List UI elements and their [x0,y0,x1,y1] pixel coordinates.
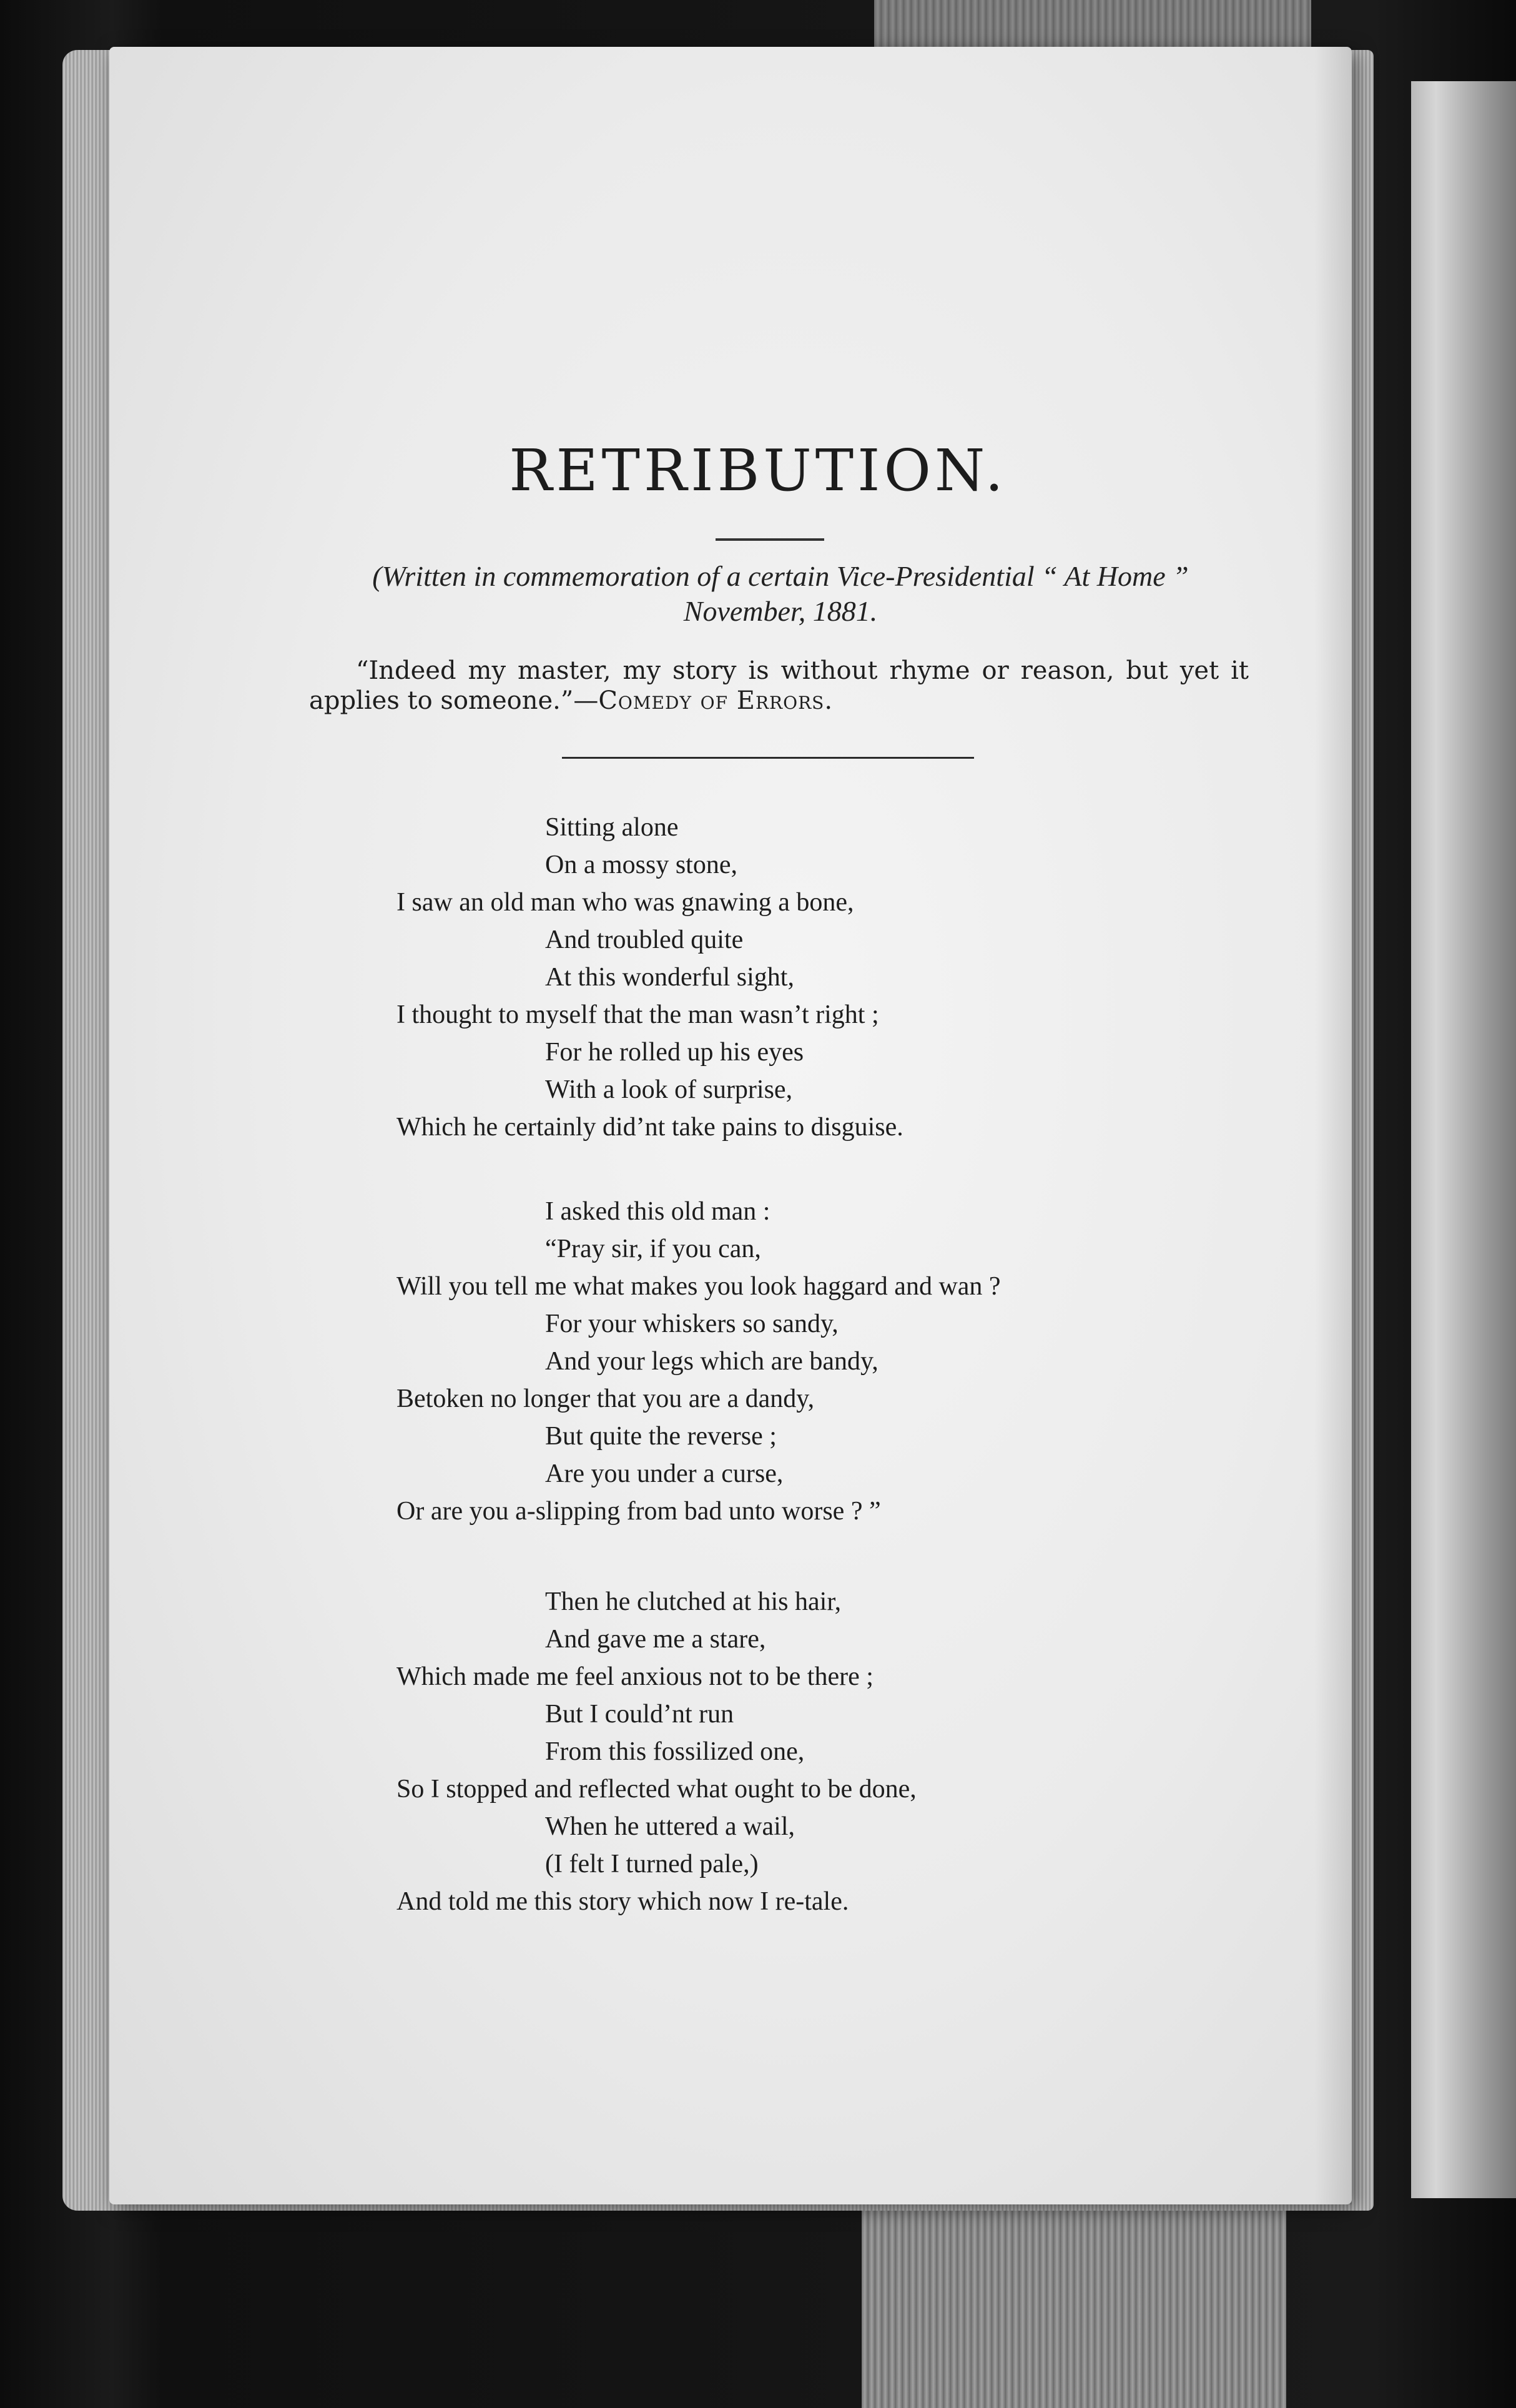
poem-line: At this wonderful sight, [545,963,794,992]
poem-line: But I could’nt run [545,1700,734,1729]
poem-line: Or are you a-slipping from bad unto worse ? ” [396,1497,881,1526]
poem-line: And your legs which are bandy, [545,1347,879,1376]
epigraph-text: “Indeed my master, my story is without rhyme or reason, but yet it applies to someone.”— [309,656,1249,715]
poem-line: (I felt I turned pale,) [545,1850,759,1878]
poem-line: Will you tell me what makes you look haggard and wan ? [396,1272,1001,1301]
poem-line: But quite the reverse ; [545,1422,777,1451]
poem-line: Which he certainly did’nt take pains to disguise. [396,1113,903,1142]
page-gutter-shadow [1314,47,1352,2204]
subtitle-line-1: (Written in commemoration of a certain Vice-Presidential “ At Home ” [372,560,1189,592]
poem-subtitle [281,559,1280,629]
poem-line: “Pray sir, if you can, [545,1235,761,1263]
poem-title: RETRIBUTION. [509,437,1007,504]
poem-line: I saw an old man who was gnawing a bone, [396,888,854,917]
poem-line: Are you under a curse, [545,1459,784,1488]
facing-page-edge [1411,81,1516,2198]
poem-line: And gave me a stare, [545,1625,766,1654]
poem-line: Then he clutched at his hair, [545,1587,842,1616]
section-divider [562,757,974,759]
title-divider [716,538,824,541]
poem-line: I asked this old man : [545,1197,770,1226]
poem-line: From this fossilized one, [545,1737,805,1766]
poem-line: And told me this story which now I re-tale. [396,1887,849,1916]
poem-line: Sitting alone [545,813,679,842]
poem-line: When he uttered a wail, [545,1812,795,1841]
poem-line: Betoken no longer that you are a dandy, [396,1384,815,1413]
epigraph [309,656,1249,716]
epigraph-source: Comedy of Errors. [598,686,834,715]
poem-line: With a look of surprise, [545,1075,793,1104]
poem-line: On a mossy stone, [545,851,737,879]
poem-line: I thought to myself that the man wasn’t right ; [396,1000,879,1029]
subtitle-line-2: November, 1881. [683,595,878,627]
poem-line: Which made me feel anxious not to be there ; [396,1662,874,1691]
poem-line: For your whiskers so sandy, [545,1310,839,1338]
poem-line: For he rolled up his eyes [545,1038,804,1067]
poem-line: So I stopped and reflected what ought to be done, [396,1775,917,1804]
book-spine-bottom [862,2211,1286,2408]
poem-line: And troubled quite [545,925,744,954]
